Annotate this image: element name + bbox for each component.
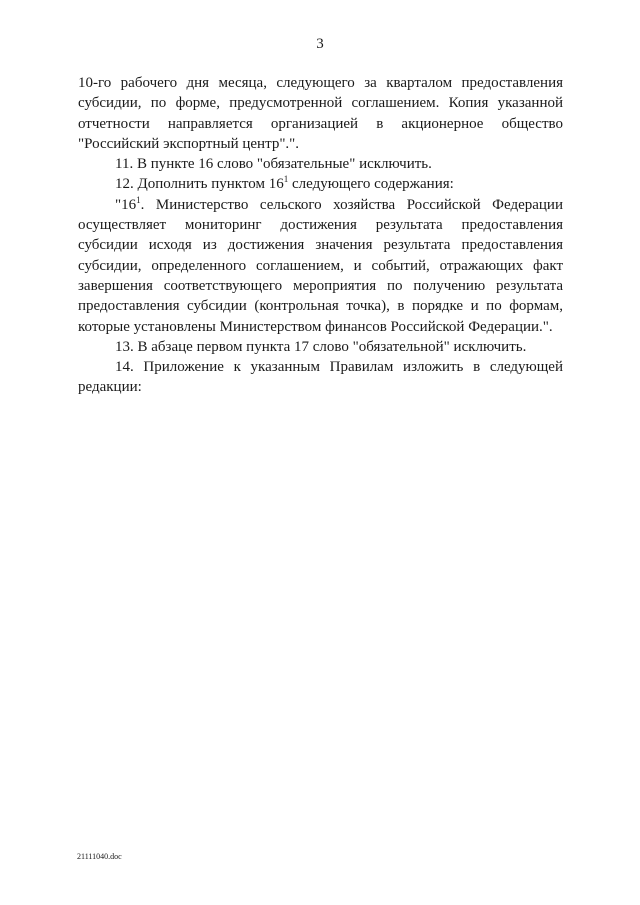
- paragraph-item-14: 14. Приложение к указанным Правилам изложить в следующей редакции:: [78, 359, 563, 396]
- paragraph-item-13: 13. В абзаце первом пункта 17 слово "обязательной" исключить.: [115, 338, 527, 355]
- paragraph-item-12: [78, 174, 563, 194]
- paragraph-item-11: 11. В пункте 16 слово "обязательные" исключить.: [115, 156, 432, 173]
- document-file-code: 21111040.doc: [77, 852, 122, 861]
- item-12-text-end: следующего содержания:: [288, 176, 454, 193]
- item-12-text: 12. Дополнить пунктом 16: [115, 176, 284, 193]
- point-16-1-text: . Министерство сельского хозяйства Российской Федерации осуществляет мониторинг достижения результата предоставления субсидии исходя из достижения значения результата предоставления субсидии, определенного соглашением, и событий, отражающих факт завершения соответствующего мероприятия по получению результата предоставления субсидии (контрольная точка), в порядке и по формам, которые установлены Министерством финансов Российской Федерации.".: [78, 196, 563, 335]
- paragraph-reporting-continuation: 10-го рабочего дня месяца, следующего за кварталом предоставления субсидии, по форме, предусмотренной соглашением. Копия указанной отчетности направляется организацией в акционерное общество "Российский экспортный центр".".: [78, 75, 563, 152]
- point-16-1-superscript: 1: [136, 194, 141, 205]
- page-number: 3: [316, 36, 324, 52]
- document-body: [78, 73, 563, 398]
- point-16-1-number: "16: [115, 196, 137, 213]
- item-12-superscript: 1: [283, 174, 289, 185]
- paragraph-point-16-1: [78, 195, 563, 337]
